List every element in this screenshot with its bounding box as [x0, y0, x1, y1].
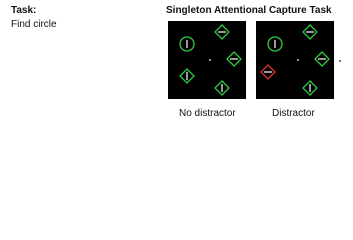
panel-distractor [256, 21, 334, 99]
caption-no-distractor: No distractor [179, 108, 236, 119]
fixation-point [297, 59, 299, 61]
task-heading: Task: [11, 5, 37, 16]
task-description: Find circle [11, 19, 57, 30]
edge-dot [339, 60, 341, 62]
figure-title: Singleton Attentional Capture Task [166, 5, 332, 16]
fixation-point [209, 59, 211, 61]
search-display-no-distractor [168, 21, 246, 99]
panel-no-distractor [168, 21, 246, 99]
caption-distractor: Distractor [272, 108, 315, 119]
search-display-distractor [256, 21, 334, 99]
